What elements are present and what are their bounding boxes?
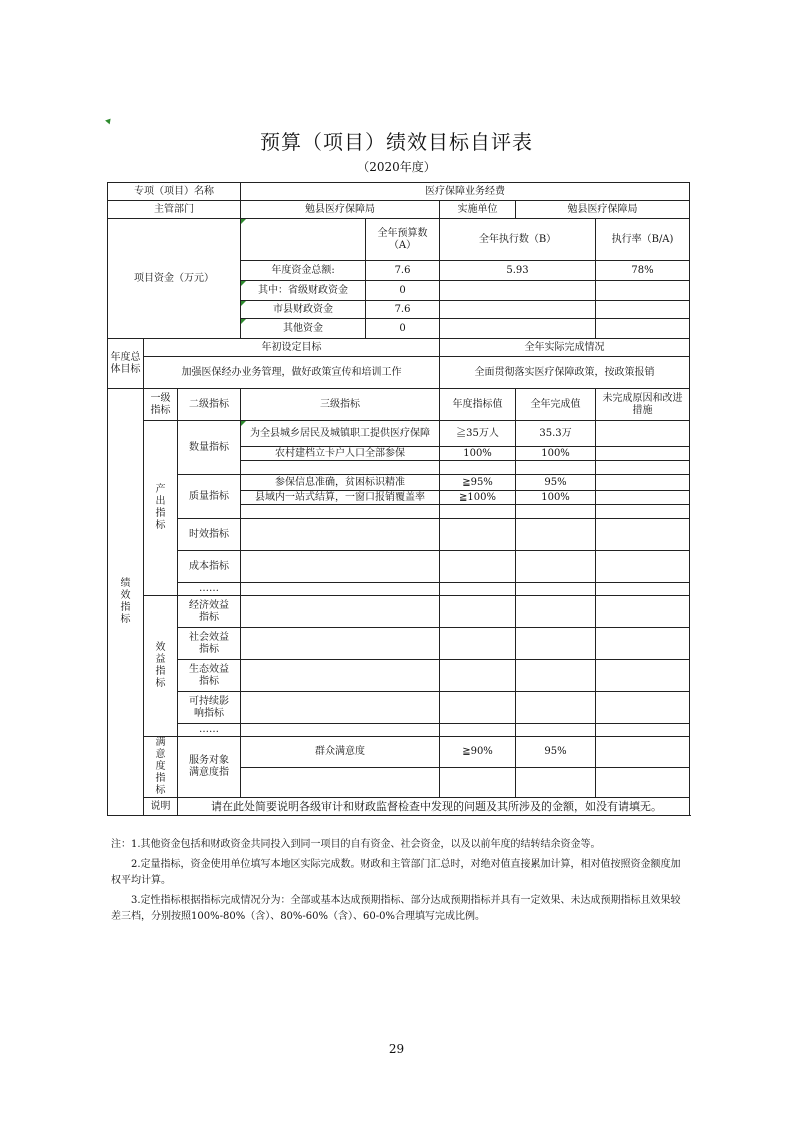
be-actual (516, 724, 596, 737)
qa2-name: 县域内一站式结算，一窗口报销覆盖率 (241, 491, 440, 505)
benefit-label: 效益指标 (144, 596, 178, 737)
be-name (241, 724, 440, 737)
total-budget: 7.6 (366, 261, 440, 281)
e1-reason (596, 596, 690, 628)
q2-reason (596, 447, 690, 461)
s-target (440, 628, 516, 660)
sustain-label: 可持续影响指标 (178, 692, 241, 724)
e1-name (241, 596, 440, 628)
funds-empty-cell (241, 219, 366, 261)
col-rate-header: 执行率（B/A) (596, 219, 690, 261)
qa1-target: ≧95% (440, 475, 516, 491)
table-row (108, 660, 690, 692)
page-number: 29 (388, 1042, 405, 1056)
timeliness-label: 时效指标 (178, 519, 241, 551)
satis-sub-label: 服务对象满意度指 (178, 737, 241, 798)
output-ellipsis: …… (178, 583, 241, 596)
quantity-label: 数量指标 (178, 421, 241, 475)
t1-actual (516, 519, 596, 551)
t1-reason (596, 519, 690, 551)
e1-actual (516, 596, 596, 628)
c1-name (241, 551, 440, 583)
footnotes (111, 837, 689, 929)
quality-label: 质量指标 (178, 475, 241, 519)
qa2-actual: 100% (516, 491, 596, 505)
table-row (108, 551, 690, 583)
qa2-reason (596, 491, 690, 505)
ec-target (440, 660, 516, 692)
q1-actual: 35.3万 (516, 421, 596, 447)
prov-rate (596, 281, 690, 301)
city-exec (440, 301, 596, 319)
prov-budget: 0 (366, 281, 440, 301)
c1-target (440, 551, 516, 583)
s-reason (596, 628, 690, 660)
table-row (108, 724, 690, 737)
total-exec: 5.93 (440, 261, 596, 281)
project-name-row (108, 183, 690, 201)
satis-label: 满意度指标 (144, 737, 178, 798)
prov-label: 其中：省级财政资金 (241, 281, 366, 301)
ec-actual (516, 660, 596, 692)
project-name-label: 专项（项目）名称 (108, 183, 241, 201)
q2-name: 农村建档立卡户人口全部参保 (241, 447, 440, 461)
perf-header-row (108, 389, 690, 421)
ec-name (241, 660, 440, 692)
oe-name (241, 583, 440, 596)
table-row (108, 475, 690, 491)
goal-set-header: 年初设定目标 (144, 339, 440, 357)
project-name-value: 医疗保障业务经费 (241, 183, 690, 201)
q3-name (241, 461, 440, 475)
social-label: 社会效益指标 (178, 628, 241, 660)
q2-actual: 100% (516, 447, 596, 461)
ec-reason (596, 660, 690, 692)
total-rate: 78% (596, 261, 690, 281)
s-name (241, 628, 440, 660)
table-row (108, 421, 690, 447)
t1-name (241, 519, 440, 551)
qa1-name: 参保信息准确，贫困标识精准 (241, 475, 440, 491)
s2-actual (516, 767, 596, 798)
dept-label: 主管部门 (108, 201, 241, 219)
note-text: 请在此处简要说明各级审计和财政监督检查中发现的问题及其所涉及的金额，如没有请填无。 (178, 798, 690, 816)
e1-target (440, 596, 516, 628)
qa3-actual (516, 505, 596, 519)
city-rate (596, 301, 690, 319)
s2-reason (596, 767, 690, 798)
econ-label: 经济效益指标 (178, 596, 241, 628)
table-row (108, 628, 690, 660)
oe-target (440, 583, 516, 596)
su-actual (516, 692, 596, 724)
s-actual (516, 628, 596, 660)
s1-target: ≧90% (440, 737, 516, 768)
su-target (440, 692, 516, 724)
h-reason: 未完成原因和改进措施 (596, 389, 690, 421)
corner-mark-icon (105, 117, 113, 125)
s2-target (440, 767, 516, 798)
s2-name (241, 767, 440, 798)
goal-header-row (108, 339, 690, 357)
c1-actual (516, 551, 596, 583)
other-exec (440, 319, 596, 339)
funds-header-row (108, 219, 690, 261)
oe-actual (516, 583, 596, 596)
qa1-reason (596, 475, 690, 491)
goal-done-text: 全面贯彻落实医疗保障政策，按政策报销 (440, 357, 690, 389)
table-row (108, 583, 690, 596)
total-label: 年度资金总额: (241, 261, 366, 281)
other-budget: 0 (366, 319, 440, 339)
be-reason (596, 724, 690, 737)
su-reason (596, 692, 690, 724)
qa3-target (440, 505, 516, 519)
output-label: 产出指标 (144, 421, 178, 596)
table-row (108, 596, 690, 628)
footnote-1: 注：1.其他资金包括和财政资金共同投入到同一项目的自有资金、社会资金，以及以前年度的结转结余资金等。 (111, 839, 601, 850)
q1-target: ≧35万人 (440, 421, 516, 447)
page-subtitle: （2020年度） (357, 160, 436, 174)
impl-label: 实施单位 (440, 201, 516, 219)
page-title: 预算（项目）绩效目标自评表 (260, 130, 533, 154)
impl-value: 勉县医疗保障局 (516, 201, 690, 219)
benefit-ellipsis: …… (178, 724, 241, 737)
s1-reason (596, 737, 690, 768)
eco-label: 生态效益指标 (178, 660, 241, 692)
q3-reason (596, 461, 690, 475)
note-row (108, 798, 690, 816)
cost-label: 成本指标 (178, 551, 241, 583)
q1-reason (596, 421, 690, 447)
qa1-actual: 95% (516, 475, 596, 491)
h-actual: 全年完成值 (516, 389, 596, 421)
q3-target (440, 461, 516, 475)
s1-name: 群众满意度 (241, 737, 440, 768)
funds-label: 项目资金（万元） (108, 219, 241, 339)
c1-reason (596, 551, 690, 583)
h-level1: 一级指标 (144, 389, 178, 421)
other-rate (596, 319, 690, 339)
q2-target: 100% (440, 447, 516, 461)
be-target (440, 724, 516, 737)
su-name (241, 692, 440, 724)
city-label: 市县财政资金 (241, 301, 366, 319)
h-level3: 三级指标 (241, 389, 440, 421)
oe-reason (596, 583, 690, 596)
goal-done-header: 全年实际完成情况 (440, 339, 690, 357)
qa2-target: ≧100% (440, 491, 516, 505)
qa3-reason (596, 505, 690, 519)
q3-actual (516, 461, 596, 475)
col-budget-header: 全年预算数（A） (366, 219, 440, 261)
other-label: 其他资金 (241, 319, 366, 339)
footnote-3: 3.定性指标根据指标完成情况分为：全部或基本达成预期指标、部分达成预期指标并具有一定效果、未达成预期指标且效果较差三档，分别按照100%-80%（含）、80%-60%（含）、60-0%合理填写完成比例。 (111, 895, 681, 922)
table-row (108, 737, 690, 768)
evaluation-table (107, 182, 690, 816)
note-label: 说明 (144, 798, 178, 816)
prov-exec (440, 281, 596, 301)
perf-label: 绩效指标 (108, 389, 144, 816)
table-row (108, 519, 690, 551)
goal-label: 年度总体目标 (108, 339, 144, 389)
dept-row (108, 201, 690, 219)
t1-target (440, 519, 516, 551)
footnote-2: 2.定量指标，资金使用单位填写本地区实际完成数。财政和主管部门汇总时，对绝对值直接累加计算，相对值按照资金额度加权平均计算。 (111, 859, 681, 886)
dept-value: 勉县医疗保障局 (241, 201, 440, 219)
goal-set-text: 加强医保经办业务管理，做好政策宣传和培训工作 (144, 357, 440, 389)
q1-name: 为全县城乡居民及城镇职工提供医疗保障 (241, 421, 440, 447)
qa3-name (241, 505, 440, 519)
city-budget: 7.6 (366, 301, 440, 319)
table-row (108, 692, 690, 724)
goal-content-row (108, 357, 690, 389)
h-target: 年度指标值 (440, 389, 516, 421)
h-level2: 二级指标 (178, 389, 241, 421)
s1-actual: 95% (516, 737, 596, 768)
col-exec-header: 全年执行数（B） (440, 219, 596, 261)
